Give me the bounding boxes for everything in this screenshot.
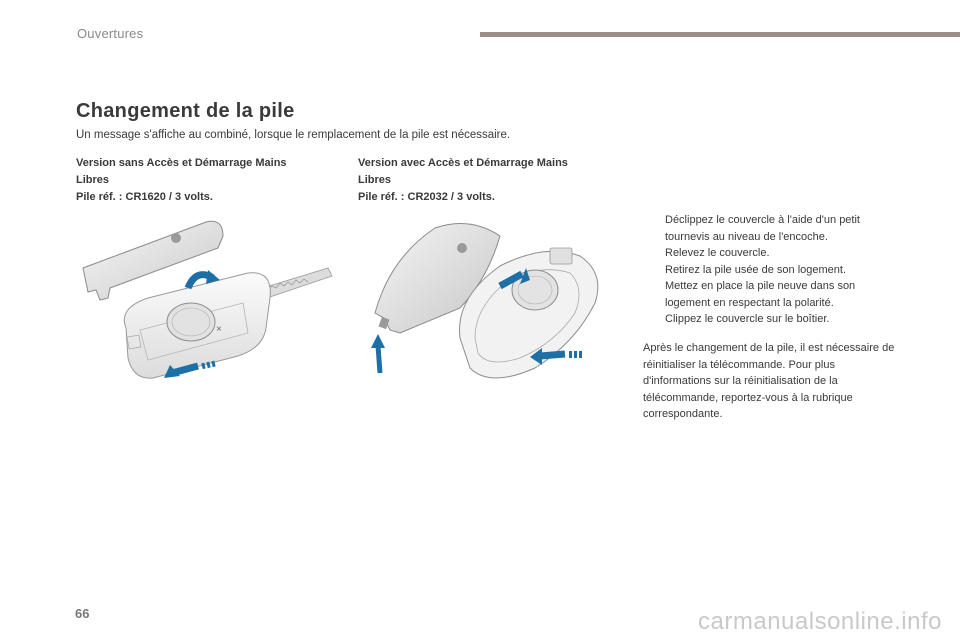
version-line-2: Libres <box>358 174 392 186</box>
key-fob-battery-illustration <box>78 218 340 393</box>
page-title: Changement de la pile <box>76 100 295 122</box>
version-line-2: Libres <box>76 174 110 186</box>
reset-note: Après le changement de la pile, il est nécessaire de réinitialiser la télécommande. Pour plus d'informations sur la réinitialisation de la télécommande, reportez-vous à la rubrique correspondante. <box>643 342 895 420</box>
brand-emblem <box>457 243 467 253</box>
version-line-1: Version sans Accès et Démarrage Mains <box>76 157 287 169</box>
svg-text:×: × <box>216 324 222 335</box>
battery-reference: Pile réf. : CR1620 / 3 volts. <box>76 191 213 203</box>
version-with-keyless <box>358 155 618 206</box>
watermark: carmanualsonline.info <box>698 608 942 635</box>
step-item: Déclippez le couvercle à l'aide d'un petit tournevis au niveau de l'encoche. <box>665 214 860 243</box>
step-item: Mettez en place la pile neuve dans son logement en respectant la polarité. <box>665 280 856 309</box>
step-item: Retirez la pile usée de son logement. <box>665 263 846 276</box>
step-item: Clippez le couvercle sur le boîtier. <box>665 313 830 325</box>
header-bar <box>480 32 960 37</box>
version-line-1: Version avec Accès et Démarrage Mains <box>358 157 568 169</box>
step-list <box>643 212 895 328</box>
step-item: Relevez le couvercle. <box>665 247 770 259</box>
battery-reference: Pile réf. : CR2032 / 3 volts. <box>358 191 495 203</box>
page-number: 66 <box>75 606 90 621</box>
intro-text: Un message s'affiche au combiné, lorsque le remplacement de la pile est nécessaire. <box>76 129 511 141</box>
brand-emblem <box>171 233 181 243</box>
smart-key-battery-illustration <box>360 218 610 393</box>
battery-coin <box>167 303 215 341</box>
section-header: Ouvertures <box>77 26 144 41</box>
pry-arrow <box>371 334 385 373</box>
version-without-keyless <box>76 155 336 206</box>
